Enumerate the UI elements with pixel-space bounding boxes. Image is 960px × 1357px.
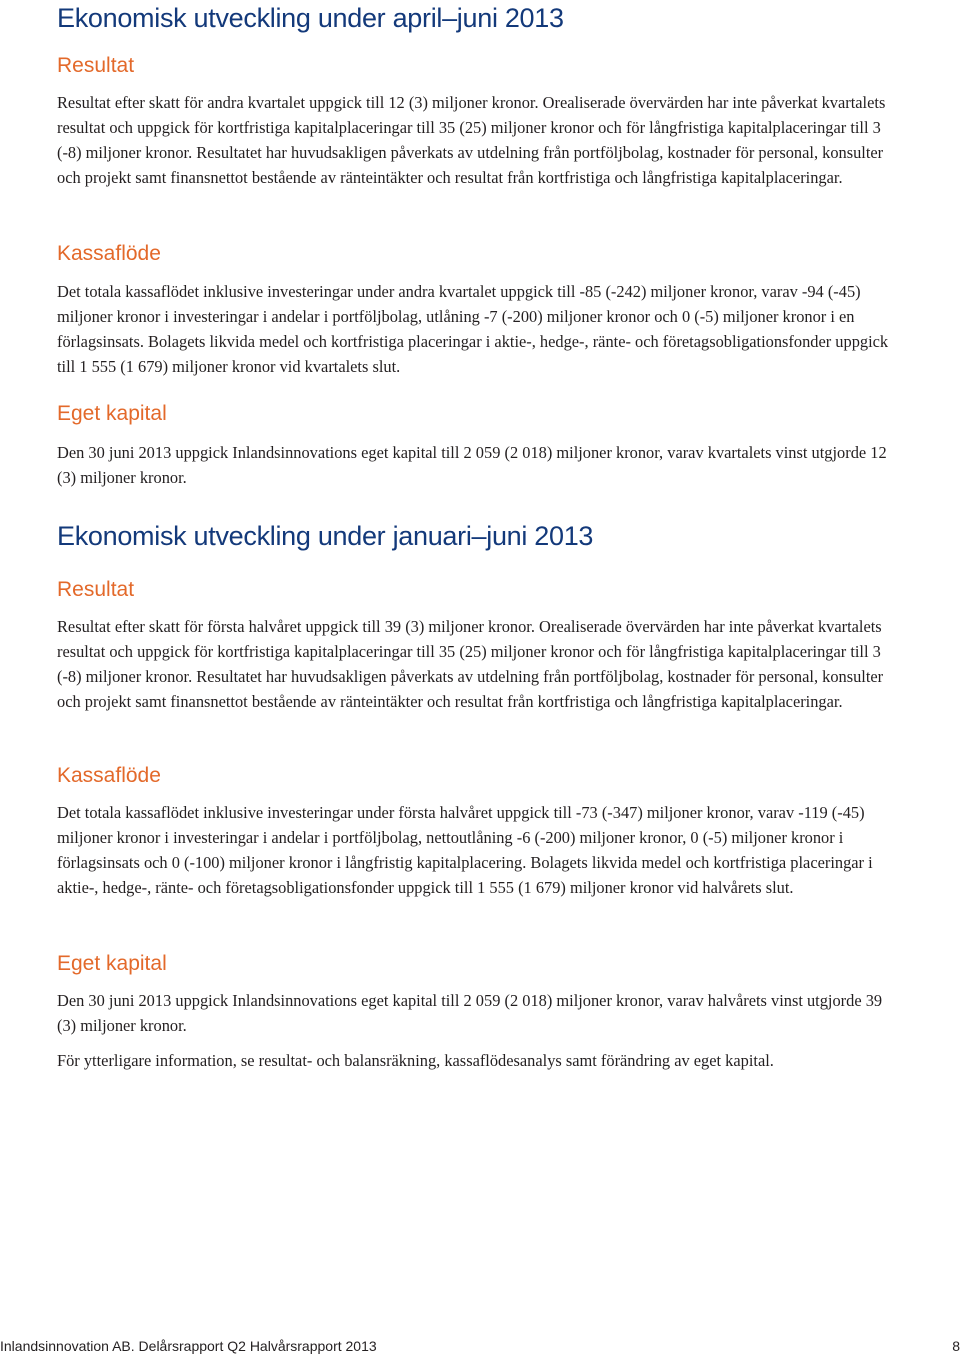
paragraph-kassaflode-q2: Det totala kassaflödet inklusive investeringar under andra kvartalet uppgick till -85 (-242) miljoner kronor, varav -94 (-45) miljoner kronor i investeringar i andelar i portföljbolag, utlåning -7 (-200) miljoner kronor och 0 (-5) miljoner kronor i en förlagsinsats. Bolagets likvida medel och kortfristiga placeringar i aktie-, hedge-, ränte- och företagsobligationsfonder uppgick till 1 555 (1 679) miljoner kronor vid kvartalets slut. [57,282,889,376]
heading-resultat-h1: Resultat [57,578,135,601]
paragraph-eget-kapital-h1: Den 30 juni 2013 uppgick Inlandsinnovations eget kapital till 2 059 (2 018) miljoner kronor, varav halvårets vinst utgjorde 39 (3) miljoner kronor. [57,991,883,1035]
heading-resultat-q2: Resultat [57,54,135,77]
heading-eget-kapital-q2: Eget kapital [57,402,167,425]
heading-kassaflode-h1: Kassaflöde [57,764,161,787]
heading-kassaflode-q2: Kassaflöde [57,242,161,265]
paragraph-eget-kapital-q2: Den 30 juni 2013 uppgick Inlandsinnovations eget kapital till 2 059 (2 018) miljoner kronor, varav kvartalets vinst utgjorde 12 (3) miljoner kronor. [57,443,887,487]
footer-page-number: 8 [952,1338,960,1354]
heading-eget-kapital-h1: Eget kapital [57,952,167,975]
section-title-january-june: Ekonomisk utveckling under januari–juni 2013 [57,521,594,551]
paragraph-resultat-h1: Resultat efter skatt för första halvåret uppgick till 39 (3) miljoner kronor. Orealiserade övervärden har inte påverkat kvartalets resultat och uppgick för kortfristiga kapitalplaceringar till 35 (25) miljoner kronor och för långfristiga kapitalplaceringar till 3 (-8) miljoner kronor. Resultatet har huvudsakligen påverkats av utdelning från portföljbolag, kostnader för personal, konsulter och projekt samt finansnettot bestående av ränteintäkter och resultat från kortfristiga och långfristiga kapitalplaceringar. [57,617,884,711]
paragraph-kassaflode-h1: Det totala kassaflödet inklusive investeringar under första halvåret uppgick till -73 (-347) miljoner kronor, varav -119 (-45) miljoner kronor i investeringar i andelar i portföljbolag, nettoutlåning -6 (-200) miljoner kronor, 0 (-5) miljoner kronor i förlagsinsats och 0 (-100) miljoner kronor i långfristig kapitalplacering. Bolagets likvida medel och kortfristiga placeringar i aktie-, hedge-, ränte- och företagsobligationsfonder uppgick till 1 555 (1 679) miljoner kronor vid halvårets slut. [57,803,873,897]
footer-report-name: Inlandsinnovation AB. Delårsrapport Q2 Halvårsrapport 2013 [0,1338,377,1354]
paragraph-more-info: För ytterligare information, se resultat- och balansräkning, kassaflödesanalys samt förändring av eget kapital. [57,1051,774,1070]
section-title-april-june: Ekonomisk utveckling under april–juni 2013 [57,3,564,33]
paragraph-resultat-q2: Resultat efter skatt för andra kvartalet uppgick till 12 (3) miljoner kronor. Orealiserade övervärden har inte påverkat kvartalets resultat och uppgick för kortfristiga kapitalplaceringar till 35 (25) miljoner kronor och för långfristiga kapitalplaceringar till 3 (-8) miljoner kronor. Resultatet har huvudsakligen påverkats av utdelning från portföljbolag, kostnader för personal, konsulter och projekt samt finansnettot bestående av ränteintäkter och resultat från kortfristiga och långfristiga kapitalplaceringar. [57,93,886,187]
